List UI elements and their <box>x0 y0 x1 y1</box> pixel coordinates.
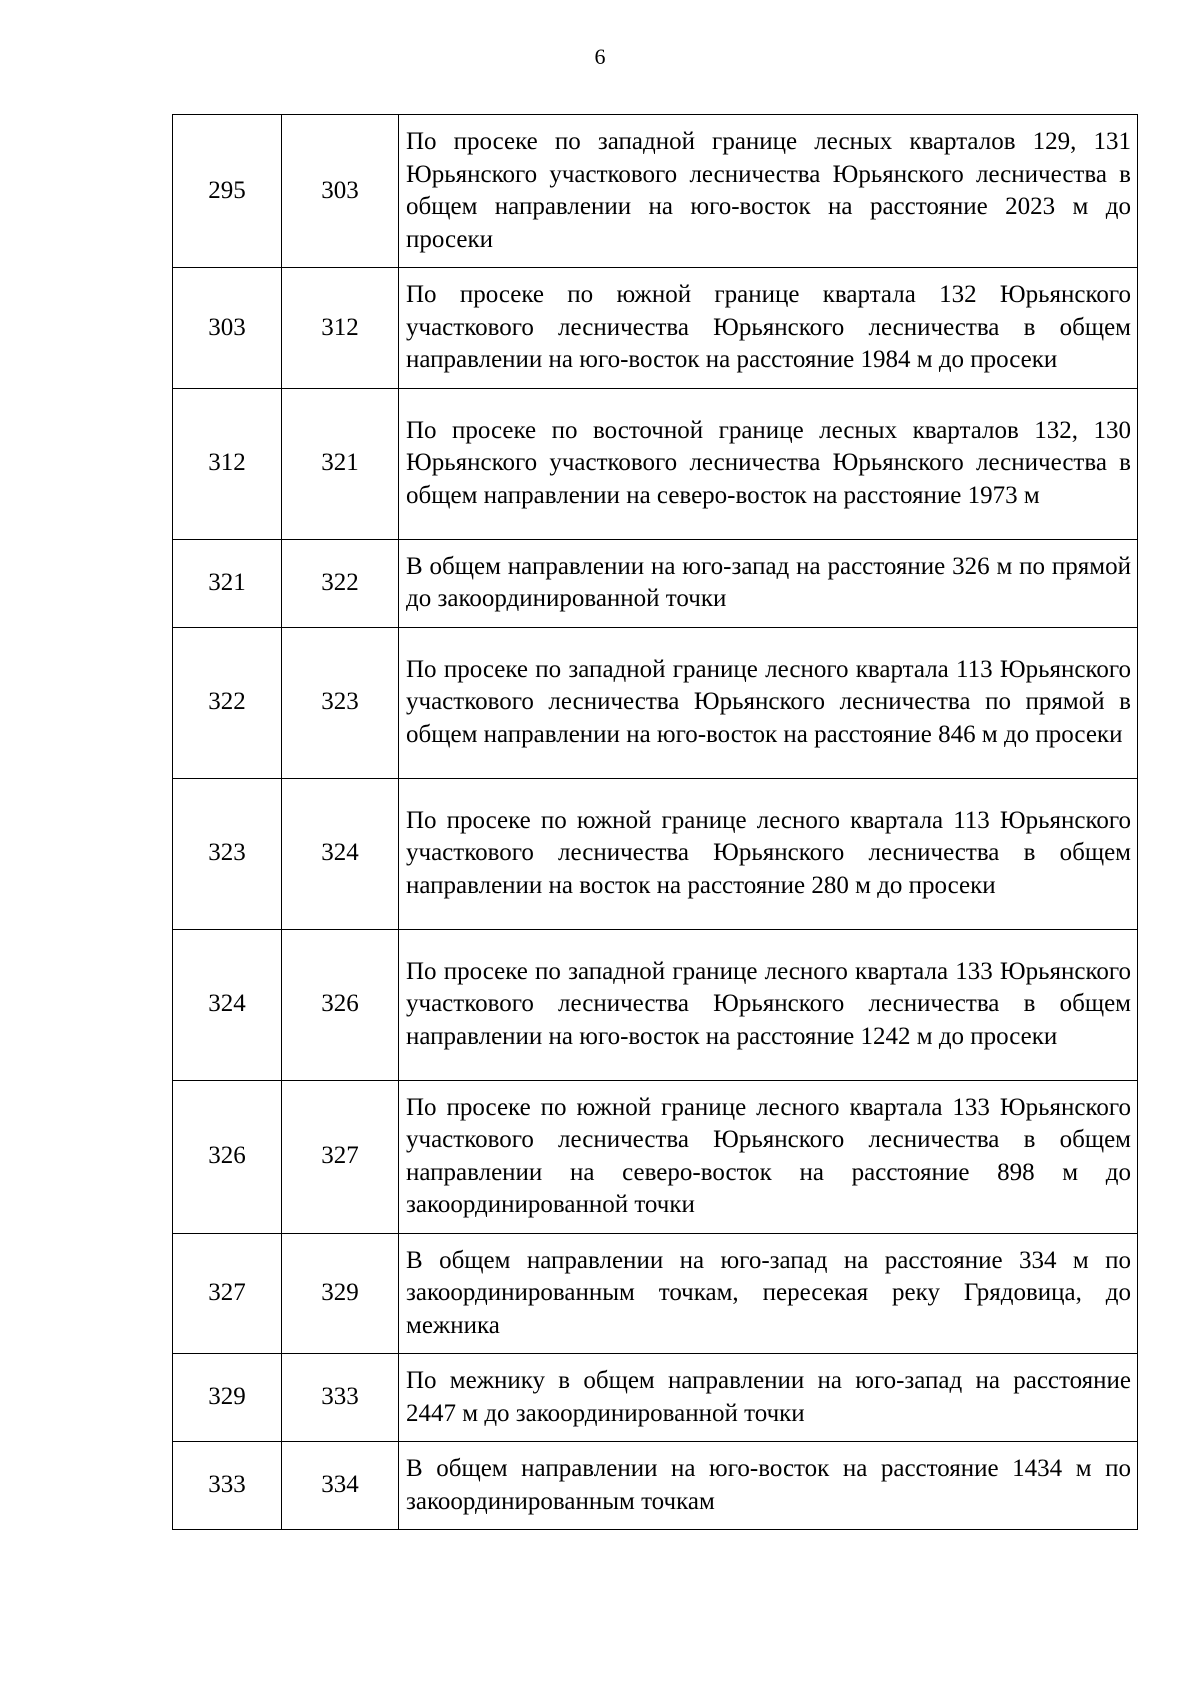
point-from-cell: 324 <box>173 929 282 1080</box>
table-row <box>173 778 1138 929</box>
description-cell: По просеке по западной границе лесных кварталов 129, 131 Юрьянского участкового лесничества Юрьянского лесничества в общем направлении на юго-восток на расстояние 2023 м до просеки <box>399 115 1138 268</box>
table-row <box>173 1442 1138 1530</box>
point-to-cell: 327 <box>282 1080 399 1233</box>
description-cell: По просеке по западной границе лесного квартала 133 Юрьянского участкового лесничества Юрьянского лесничества в общем направлении на юго-восток на расстояние 1242 м до просеки <box>399 929 1138 1080</box>
table-row <box>173 1080 1138 1233</box>
point-to-cell: 321 <box>282 388 399 539</box>
point-to-cell: 322 <box>282 539 399 627</box>
table-row <box>173 268 1138 389</box>
description-cell: По просеке по южной границе лесного квартала 133 Юрьянского участкового лесничества Юрьянского лесничества в общем направлении на северо-восток на расстояние 898 м до закоординированной точки <box>399 1080 1138 1233</box>
point-to-cell: 303 <box>282 115 399 268</box>
point-from-cell: 312 <box>173 388 282 539</box>
point-from-cell: 322 <box>173 627 282 778</box>
description-cell: По просеке по западной границе лесного квартала 113 Юрьянского участкового лесничества Юрьянского лесничества по прямой в общем направлении на юго-восток на расстояние 846 м до просеки <box>399 627 1138 778</box>
boundary-description-table <box>172 114 1138 1530</box>
table-row <box>173 1233 1138 1354</box>
description-cell: В общем направлении на юго-запад на расстояние 334 м по закоординированным точкам, пересекая реку Грядовица, до межника <box>399 1233 1138 1354</box>
point-from-cell: 323 <box>173 778 282 929</box>
page-number: 6 <box>594 44 606 69</box>
point-to-cell: 324 <box>282 778 399 929</box>
point-to-cell: 329 <box>282 1233 399 1354</box>
description-cell: В общем направлении на юго-восток на расстояние 1434 м по закоординированным точкам <box>399 1442 1138 1530</box>
table-row <box>173 929 1138 1080</box>
description-cell: По просеке по южной границе лесного квартала 113 Юрьянского участкового лесничества Юрьянского лесничества в общем направлении на восток на расстояние 280 м до просеки <box>399 778 1138 929</box>
table-row <box>173 627 1138 778</box>
table-row <box>173 115 1138 268</box>
table-body <box>173 115 1138 1530</box>
point-from-cell: 333 <box>173 1442 282 1530</box>
description-cell: По межнику в общем направлении на юго-запад на расстояние 2447 м до закоординированной точки <box>399 1354 1138 1442</box>
point-from-cell: 321 <box>173 539 282 627</box>
point-to-cell: 334 <box>282 1442 399 1530</box>
point-to-cell: 312 <box>282 268 399 389</box>
table-row <box>173 388 1138 539</box>
point-from-cell: 329 <box>173 1354 282 1442</box>
table-row <box>173 539 1138 627</box>
description-cell: По просеке по восточной границе лесных кварталов 132, 130 Юрьянского участкового лесничества Юрьянского лесничества в общем направлении на северо-восток на расстояние 1973 м <box>399 388 1138 539</box>
point-from-cell: 295 <box>173 115 282 268</box>
point-from-cell: 327 <box>173 1233 282 1354</box>
point-from-cell: 326 <box>173 1080 282 1233</box>
description-cell: В общем направлении на юго-запад на расстояние 326 м по прямой до закоординированной точки <box>399 539 1138 627</box>
point-to-cell: 326 <box>282 929 399 1080</box>
table-row <box>173 1354 1138 1442</box>
description-cell: По просеке по южной границе квартала 132 Юрьянского участкового лесничества Юрьянского лесничества в общем направлении на юго-восток на расстояние 1984 м до просеки <box>399 268 1138 389</box>
point-to-cell: 323 <box>282 627 399 778</box>
point-to-cell: 333 <box>282 1354 399 1442</box>
point-from-cell: 303 <box>173 268 282 389</box>
